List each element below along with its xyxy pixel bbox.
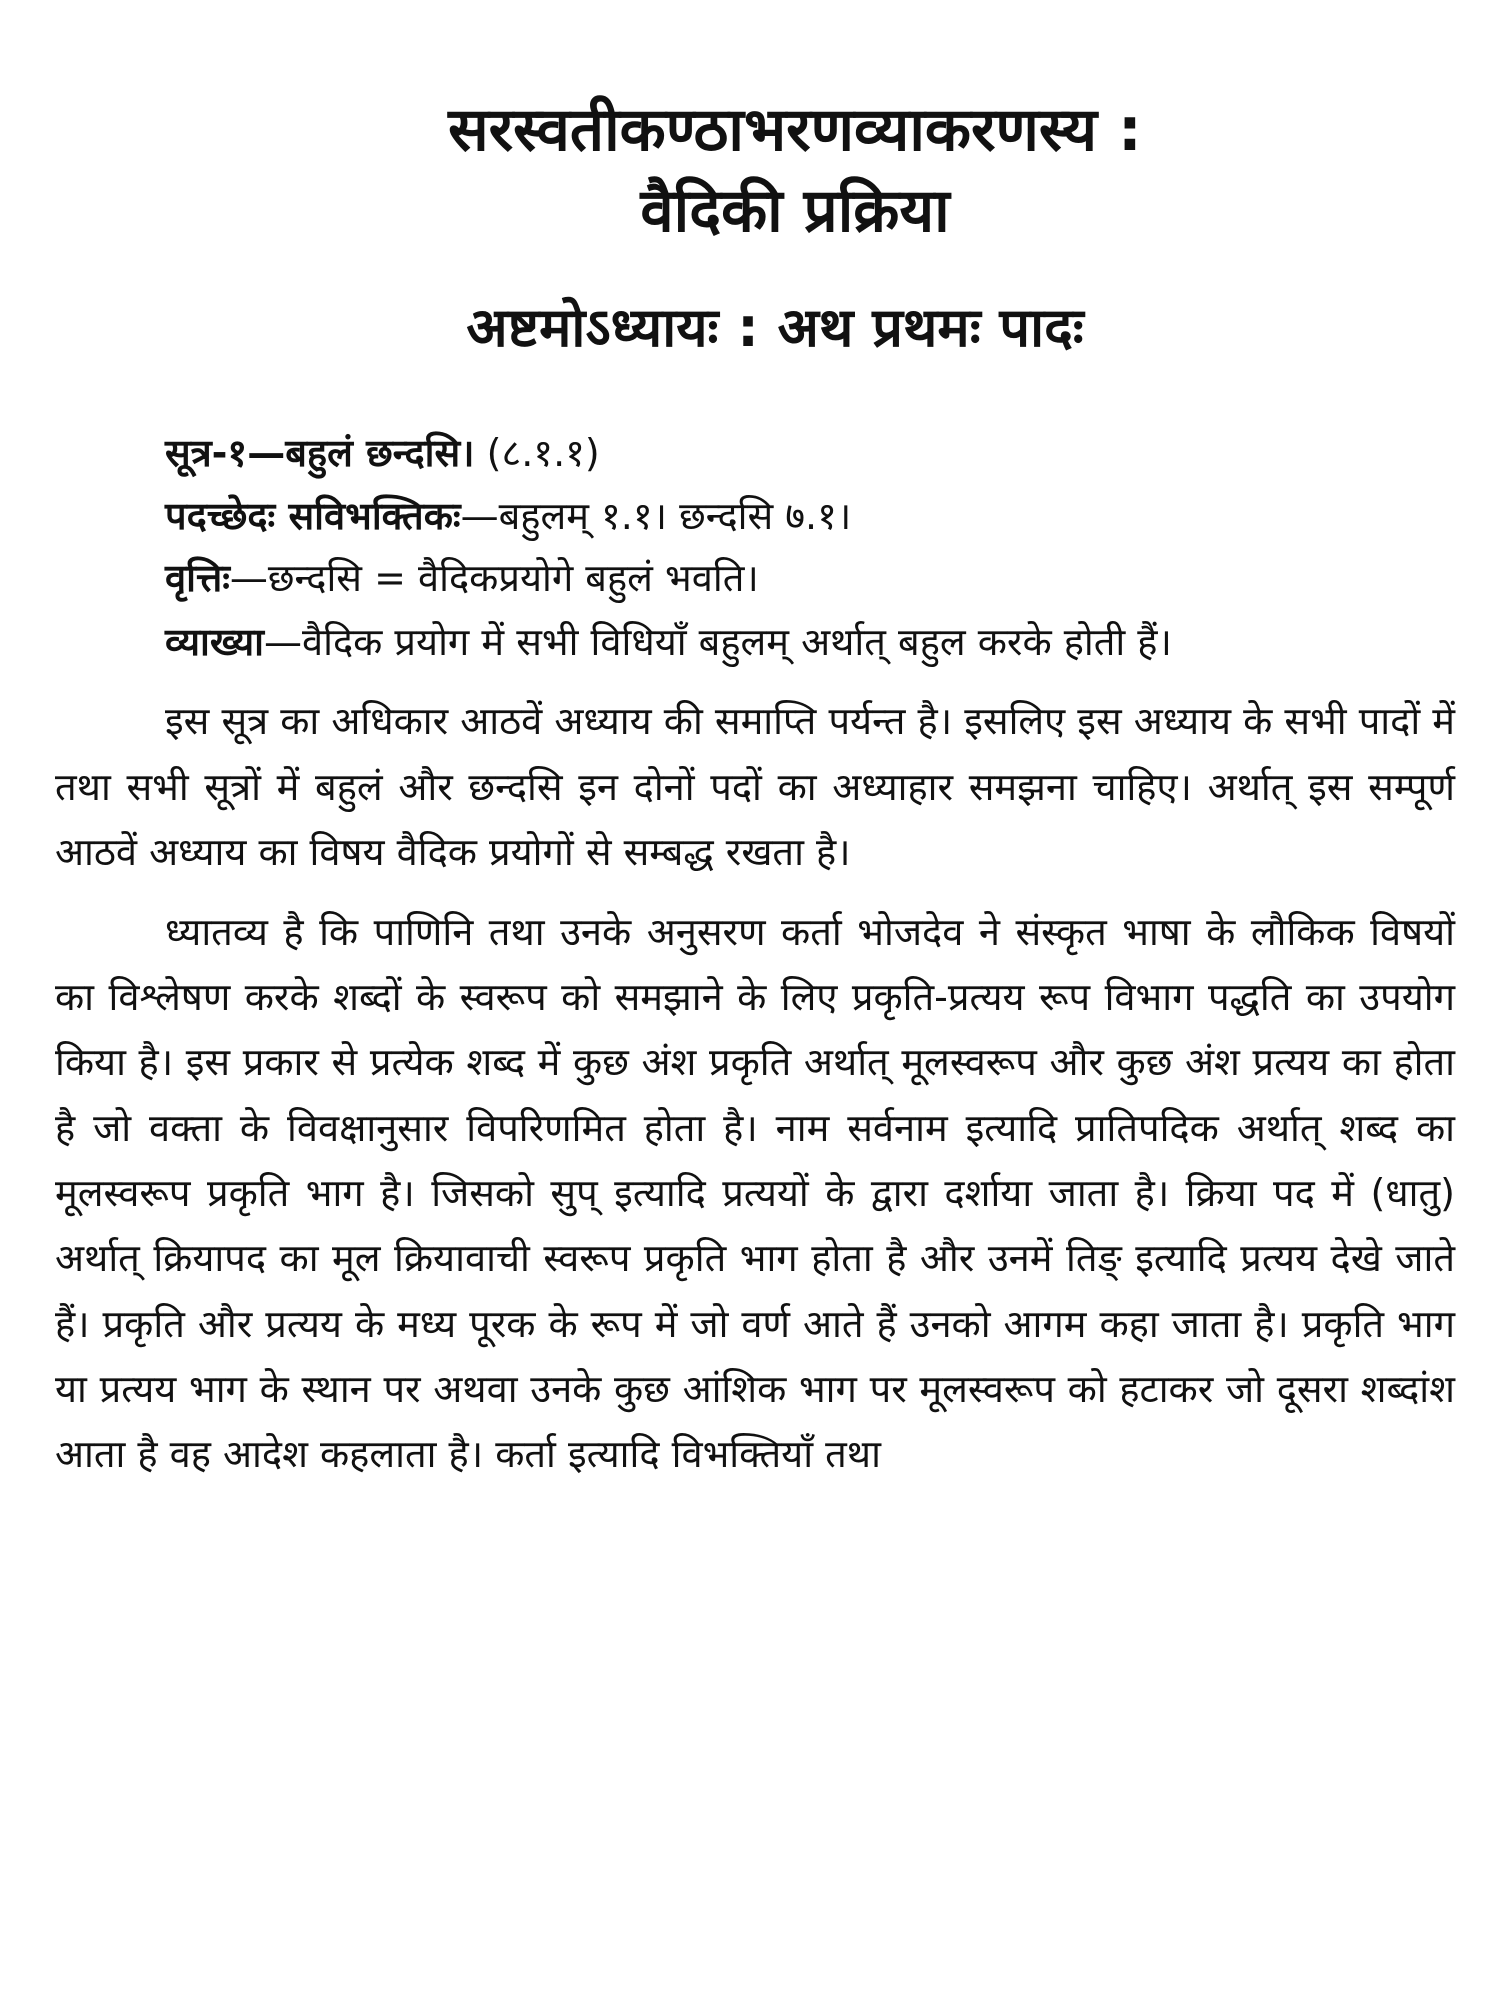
vyakhya-text: —वैदिक प्रयोग में सभी विधियाँ बहुलम् अर्थात् बहुल करके होती हैं।: [264, 620, 1172, 665]
page-content: [55, 90, 1455, 1488]
page-title: [135, 90, 1455, 252]
sutra-line: [55, 422, 1455, 485]
sutra-number: (८.१.१): [474, 431, 600, 475]
vyakhya-paragraph: [55, 610, 1455, 675]
chapter-heading: अष्टमोऽध्यायः : अथ प्रथमः पादः: [466, 296, 1084, 359]
vyakhya-label: व्याख्या: [165, 620, 264, 665]
vritti-line: [55, 547, 1455, 610]
body-paragraph-2: ध्यातव्य है कि पाणिनि तथा उनके अनुसरण कर्ता भोजदेव ने संस्कृत भाषा के लौकिक विषयों का विश्लेषण करके शब्दों के स्वरूप को समझाने के लिए प्रकृति-प्रत्यय रूप विभाग पद्धति का उपयोग किया है। इस प्रकार से प्रत्येक शब्द में कुछ अंश प्रकृति अर्थात् मूलस्वरूप और कुछ अंश प्रत्यय का होता है जो वक्ता के विवक्षानुसार विपरिणमित होता है। नाम सर्वनाम इत्यादि प्रातिपदिक अर्थात् शब्द का मूलस्वरूप प्रकृति भाग है। जिसको सुप् इत्यादि प्रत्ययों के द्वारा दर्शाया जाता है। क्रिया पद में (धातु) अर्थात् क्रियापद का मूल क्रियावाची स्वरूप प्रकृति भाग होता है और उनमें तिङ् इत्यादि प्रत्यय देखे जाते हैं। प्रकृति और प्रत्यय के मध्य पूरक के रूप में जो वर्ण आते हैं उनको आगम कहा जाता है। प्रकृति भाग या प्रत्यय भाग के स्थान पर अथवा उनके कुछ आंशिक भाग पर मूलस्वरूप को हटाकर जो दूसरा शब्दांश आता है वह आदेश कहलाता है। कर्ता इत्यादि विभक्तियाँ तथा: [55, 909, 1455, 1477]
padaccheda-label: पदच्छेदः सविभक्तिकः: [165, 493, 461, 538]
vritti-label: वृत्तिः: [165, 556, 230, 601]
title-line-2: वैदिकी प्रक्रिया: [640, 176, 950, 246]
sutra-label: सूत्र-१—बहुलं छन्दसि।: [165, 431, 475, 475]
padaccheda-text: —बहुलम् १.१। छन्दसि ७.१।: [460, 493, 852, 538]
vritti-text: —छन्दसि = वैदिकप्रयोगे बहुलं भवति।: [229, 556, 759, 601]
padaccheda-line: [55, 485, 1455, 548]
body-paragraph-1: इस सूत्र का अधिकार आठवें अध्याय की समाप्ति पर्यन्त है। इसलिए इस अध्याय के सभी पादों में तथा सभी सूत्रों में बहुलं और छन्दसि इन दोनों पदों का अध्याहार समझना चाहिए। अर्थात् इस सम्पूर्ण आठवें अध्याय का विषय वैदिक प्रयोगों से सम्बद्ध रखता है।: [55, 699, 1455, 875]
title-line-1: सरस्वतीकण्ठाभरणव्याकरणस्य :: [448, 95, 1142, 165]
